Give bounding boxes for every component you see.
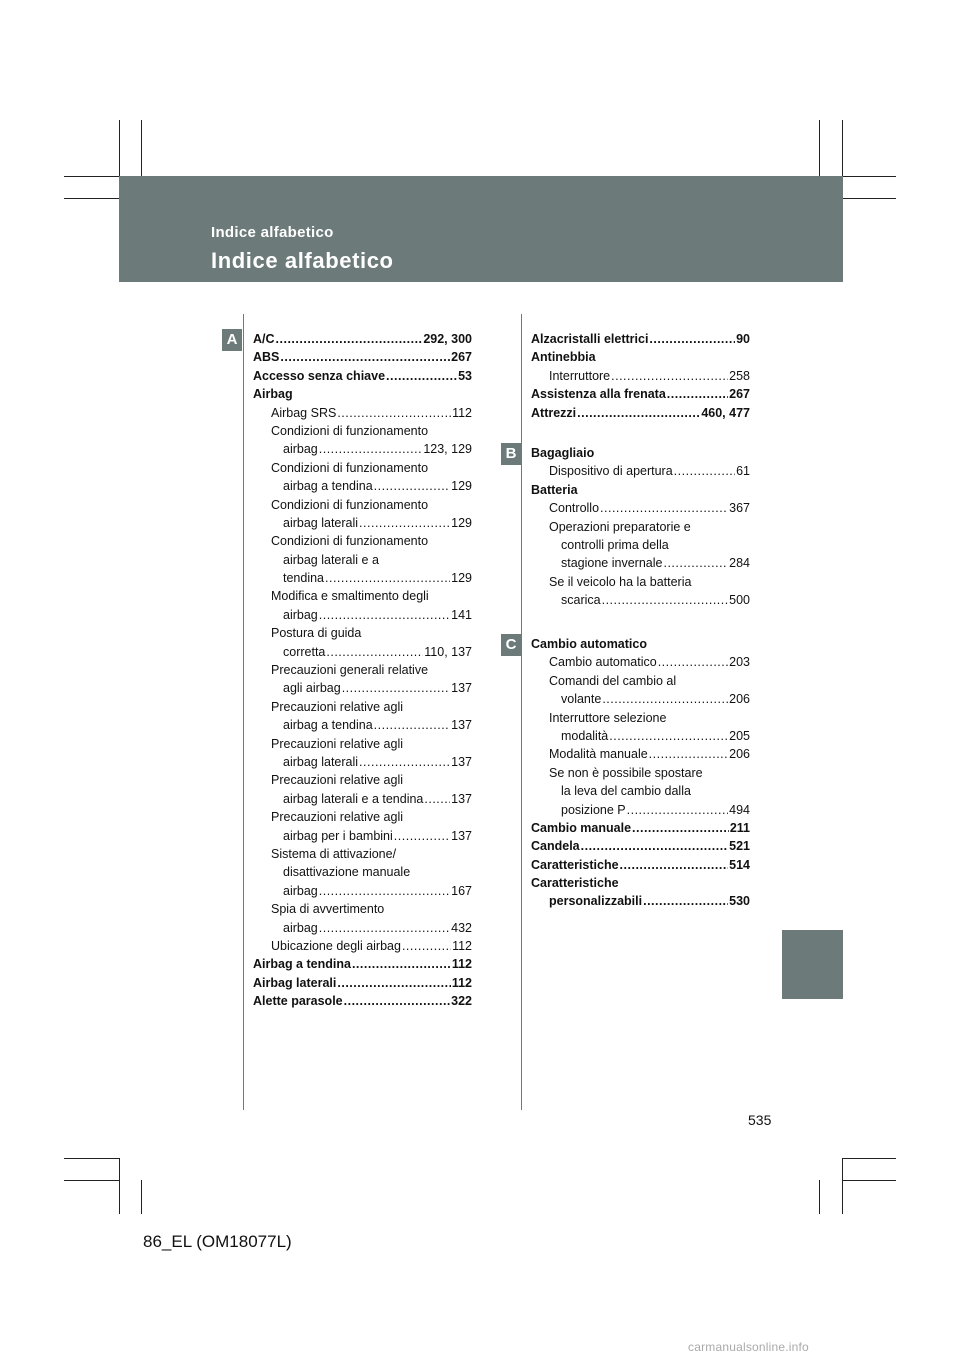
dot-leader xyxy=(337,976,450,990)
index-entry-term: agli airbag xyxy=(283,681,341,696)
crop-mark xyxy=(819,1180,820,1214)
index-entry-page: 112 xyxy=(452,405,472,420)
dot-leader xyxy=(663,556,728,570)
index-entry-page: 206 xyxy=(729,747,750,762)
section-letter-b: B xyxy=(501,443,521,465)
dot-leader xyxy=(602,692,728,706)
document-code: 86_EL (OM18077L) xyxy=(143,1232,292,1251)
index-entry-page: 112 xyxy=(451,957,472,972)
crop-mark xyxy=(843,1180,896,1181)
index-entry-term: disattivazione manuale xyxy=(283,865,411,880)
index-entry-term: airbag a tendina xyxy=(283,479,373,494)
index-entry-page: 137 xyxy=(451,681,472,696)
index-entry-term: Airbag laterali xyxy=(253,975,337,990)
index-entry xyxy=(253,589,472,607)
index-entry xyxy=(253,939,472,957)
index-entry-page: 267 xyxy=(729,387,750,402)
index-entry-term: Antinebbia xyxy=(531,350,596,365)
index-entry xyxy=(531,593,750,611)
index-entry-term: la leva del cambio dalla xyxy=(561,784,691,799)
crop-mark xyxy=(64,176,119,177)
index-entry xyxy=(253,681,472,699)
index-entry xyxy=(253,755,472,773)
index-entry-term: Ubicazione degli airbag xyxy=(271,938,401,953)
index-entry-term: airbag laterali xyxy=(283,515,359,530)
index-entry-term: Airbag SRS xyxy=(271,405,337,420)
index-entry-term: Comandi del cambio al xyxy=(549,673,677,688)
crop-mark xyxy=(843,1158,896,1159)
dot-leader xyxy=(280,350,450,364)
index-entry xyxy=(531,387,750,405)
index-entry xyxy=(253,534,472,552)
index-entry-term: airbag xyxy=(283,883,318,898)
index-entry xyxy=(531,520,750,538)
index-entry-term: Attrezzi xyxy=(531,405,577,420)
index-entry xyxy=(253,442,472,460)
index-entry-page: 205 xyxy=(729,728,750,743)
index-entry-term: controlli prima della xyxy=(561,537,669,552)
index-entry-term: Sistema di attivazione/ xyxy=(271,846,397,861)
dot-leader xyxy=(577,406,700,420)
crop-mark xyxy=(64,1158,119,1159)
column-divider xyxy=(521,314,522,1110)
index-entry-term: corretta xyxy=(283,644,326,659)
index-entry xyxy=(531,464,750,482)
index-entry xyxy=(253,700,472,718)
index-entry-page: 258 xyxy=(729,368,750,383)
index-column-left xyxy=(253,332,472,1012)
dot-leader xyxy=(325,571,450,585)
index-entry-term: Bagagliaio xyxy=(531,446,595,460)
index-entry-term: Cambio automatico xyxy=(549,655,657,670)
index-entry xyxy=(253,645,472,663)
crop-mark xyxy=(119,120,120,176)
index-entry xyxy=(531,483,750,501)
index-entry-page: 167 xyxy=(451,883,472,898)
index-entry-page: 530 xyxy=(729,894,750,909)
index-entry xyxy=(531,894,750,912)
index-entry xyxy=(253,608,472,626)
index-entry-page: 137 xyxy=(451,791,472,806)
dot-leader xyxy=(667,387,728,401)
index-entry xyxy=(531,876,750,894)
index-entry-page: 137 xyxy=(451,754,472,769)
index-entry xyxy=(253,571,472,589)
index-entry-term: Operazioni preparatorie e xyxy=(549,519,691,534)
index-entry-page: 460, 477 xyxy=(701,405,750,420)
index-entry-term: tendina xyxy=(283,571,325,586)
index-entry xyxy=(253,976,472,994)
index-entry xyxy=(531,821,750,839)
dot-leader xyxy=(352,957,451,971)
index-entry-page: 129 xyxy=(451,479,472,494)
index-entry-term: airbag xyxy=(283,920,318,935)
index-entry-page: 292, 300 xyxy=(423,332,472,346)
crop-mark xyxy=(843,198,896,199)
index-entry xyxy=(531,711,750,729)
dot-leader xyxy=(319,608,450,622)
page-header xyxy=(119,176,843,282)
index-entry-term: Dispositivo di apertura xyxy=(549,464,673,479)
index-entry-term: volante xyxy=(561,692,602,707)
dot-leader xyxy=(581,839,729,853)
index-entry xyxy=(531,729,750,747)
index-entry-page: 90 xyxy=(736,332,750,346)
dot-leader xyxy=(402,939,451,953)
index-entry xyxy=(531,446,750,464)
index-entry-term: Interruttore xyxy=(549,368,611,383)
index-entry-page: 137 xyxy=(451,718,472,733)
index-entry xyxy=(253,884,472,902)
dot-leader xyxy=(374,479,450,493)
index-entry-page: 141 xyxy=(451,607,472,622)
index-entry xyxy=(531,839,750,857)
dot-leader xyxy=(386,369,457,383)
dot-leader xyxy=(643,894,728,908)
index-entry xyxy=(253,350,472,368)
index-entry-page: 112 xyxy=(452,938,472,953)
index-entry-page: 137 xyxy=(451,828,472,843)
crop-mark xyxy=(842,1158,843,1214)
index-entry xyxy=(531,692,750,710)
index-entry xyxy=(531,350,750,368)
index-entry-term: Condizioni di funzionamento xyxy=(271,423,429,438)
index-entry-page: 500 xyxy=(729,593,750,608)
index-entry xyxy=(253,902,472,920)
index-entry xyxy=(531,803,750,821)
index-entry xyxy=(253,332,472,350)
index-entry-term: airbag a tendina xyxy=(283,718,373,733)
index-entry-term: Alette parasole xyxy=(253,994,343,1009)
index-entry xyxy=(253,829,472,847)
index-entry-page: 110, 137 xyxy=(424,644,472,659)
crop-mark xyxy=(64,1180,119,1181)
index-entry-page: 367 xyxy=(729,501,750,516)
index-column-right-c xyxy=(531,637,750,913)
index-entry xyxy=(253,737,472,755)
index-entry xyxy=(531,766,750,784)
index-entry xyxy=(253,406,472,424)
index-entry-term: Interruttore selezione xyxy=(549,710,667,725)
index-entry xyxy=(253,718,472,736)
index-entry xyxy=(531,655,750,673)
header-subtitle: Indice alfabetico xyxy=(211,224,334,241)
dot-leader xyxy=(602,593,729,607)
index-entry-term: posizione P xyxy=(561,802,626,817)
index-entry xyxy=(531,674,750,692)
dot-leader xyxy=(337,406,451,420)
dot-leader xyxy=(319,921,450,935)
index-entry-term: Condizioni di funzionamento xyxy=(271,497,429,512)
index-entry xyxy=(253,663,472,681)
dot-leader xyxy=(627,803,729,817)
crop-mark xyxy=(141,1180,142,1214)
page-number: 535 xyxy=(748,1112,772,1128)
index-entry-page: 61 xyxy=(736,464,750,479)
index-entry xyxy=(531,501,750,519)
dot-leader xyxy=(276,332,423,346)
dot-leader xyxy=(394,829,450,843)
index-entry xyxy=(253,847,472,865)
crop-mark xyxy=(842,120,843,176)
index-entry xyxy=(253,810,472,828)
dot-leader xyxy=(326,645,423,659)
dot-leader xyxy=(620,858,729,872)
index-entry-term: Modifica e smaltimento degli xyxy=(271,589,429,604)
index-entry-page: 211 xyxy=(729,820,750,835)
index-entry xyxy=(253,957,472,975)
index-entry-term: airbag laterali e a xyxy=(283,552,379,567)
crop-mark xyxy=(819,120,820,176)
index-entry xyxy=(253,516,472,534)
index-entry-term: airbag xyxy=(283,442,318,457)
index-entry-term: Precauzioni relative agli xyxy=(271,699,404,714)
column-divider xyxy=(243,314,244,1110)
index-entry xyxy=(531,575,750,593)
index-entry xyxy=(253,921,472,939)
index-entry-term: Precauzioni relative agli xyxy=(271,810,404,825)
index-entry-term: Candela xyxy=(531,839,580,854)
index-entry-term: ABS xyxy=(253,350,280,365)
dot-leader xyxy=(674,464,735,478)
index-entry-page: 53 xyxy=(458,368,472,383)
index-entry-term: Assistenza alla frenata xyxy=(531,387,666,402)
index-entry-term: Alzacristalli elettrici xyxy=(531,332,649,346)
index-entry xyxy=(253,498,472,516)
index-column-right-a xyxy=(531,332,750,424)
dot-leader xyxy=(632,821,729,835)
index-entry-page: 129 xyxy=(451,571,472,586)
index-entry-term: Postura di guida xyxy=(271,626,362,641)
crop-mark xyxy=(64,198,119,199)
index-entry-term: Cambio manuale xyxy=(531,820,632,835)
index-entry-term: Caratteristiche xyxy=(531,876,619,891)
dot-leader xyxy=(424,792,450,806)
index-entry xyxy=(253,387,472,405)
index-entry xyxy=(253,479,472,497)
index-entry xyxy=(531,406,750,424)
dot-leader xyxy=(609,729,728,743)
header-title: Indice alfabetico xyxy=(211,248,394,273)
index-entry-page: 123, 129 xyxy=(423,442,472,457)
index-entry xyxy=(531,556,750,574)
dot-leader xyxy=(658,655,728,669)
index-entry-term: Controllo xyxy=(549,501,600,516)
index-entry xyxy=(531,538,750,556)
index-entry-term: Se non è possibile spostare xyxy=(549,765,703,780)
index-entry-page: 206 xyxy=(729,692,750,707)
index-entry-term: Caratteristiche xyxy=(531,857,619,872)
index-entry-term: scarica xyxy=(561,593,601,608)
index-entry-term: personalizzabili xyxy=(549,894,643,909)
index-entry xyxy=(531,332,750,350)
index-entry xyxy=(253,994,472,1012)
dot-leader xyxy=(319,884,450,898)
crop-mark xyxy=(141,120,142,176)
index-entry-term: stagione invernale xyxy=(561,556,663,571)
index-entry xyxy=(531,747,750,765)
index-entry xyxy=(253,369,472,387)
side-thumb-tab xyxy=(782,930,843,999)
dot-leader xyxy=(611,369,728,383)
dot-leader xyxy=(319,442,423,456)
index-entry-term: A/C xyxy=(253,332,275,346)
index-entry xyxy=(531,637,750,655)
dot-leader xyxy=(342,681,450,695)
dot-leader xyxy=(600,501,728,515)
index-entry xyxy=(531,784,750,802)
index-entry-term: Precauzioni relative agli xyxy=(271,736,404,751)
index-entry-page: 284 xyxy=(729,556,750,571)
index-entry-term: Accesso senza chiave xyxy=(253,368,386,383)
index-entry-term: Precauzioni relative agli xyxy=(271,773,404,788)
index-entry-term: Batteria xyxy=(531,482,578,497)
index-entry-term: Spia di avvertimento xyxy=(271,902,385,917)
index-entry xyxy=(253,792,472,810)
index-entry-page: 322 xyxy=(451,994,472,1009)
index-entry-term: Se il veicolo ha la batteria xyxy=(549,574,692,589)
dot-leader xyxy=(374,718,450,732)
dot-leader xyxy=(649,747,728,761)
index-entry-term: airbag per i bambini xyxy=(283,828,393,843)
index-entry-term: airbag laterali xyxy=(283,754,359,769)
index-entry-term: Cambio automatico xyxy=(531,637,647,651)
index-entry xyxy=(253,553,472,571)
dot-leader xyxy=(359,755,450,769)
index-column-right-b xyxy=(531,446,750,612)
index-entry-term: Airbag xyxy=(253,387,293,402)
index-entry xyxy=(531,369,750,387)
index-entry-page: 521 xyxy=(729,839,750,854)
index-entry-page: 432 xyxy=(451,920,472,935)
dot-leader xyxy=(649,332,735,346)
index-entry-term: airbag laterali e a tendina xyxy=(283,791,424,806)
index-entry-term: Modalità manuale xyxy=(549,747,648,762)
watermark: carmanualsonline.info xyxy=(688,1340,809,1354)
index-entry-term: Condizioni di funzionamento xyxy=(271,460,429,475)
index-entry-term: modalità xyxy=(561,728,609,743)
index-entry xyxy=(253,773,472,791)
index-entry xyxy=(253,424,472,442)
index-entry-page: 267 xyxy=(451,350,472,365)
index-entry-term: Condizioni di funzionamento xyxy=(271,534,429,549)
index-entry xyxy=(253,865,472,883)
index-entry xyxy=(253,626,472,644)
index-entry-term: Airbag a tendina xyxy=(253,957,351,972)
index-entry xyxy=(253,461,472,479)
index-entry-page: 129 xyxy=(451,515,472,530)
crop-mark xyxy=(119,1158,120,1214)
section-letter-a: A xyxy=(222,329,242,351)
crop-mark xyxy=(843,176,896,177)
index-entry-term: Precauzioni generali relative xyxy=(271,663,429,678)
dot-leader xyxy=(344,994,451,1008)
index-entry-page: 514 xyxy=(729,857,750,872)
index-entry-term: airbag xyxy=(283,607,318,622)
index-entry-page: 203 xyxy=(729,655,750,670)
index-entry-page: 112 xyxy=(451,975,472,990)
dot-leader xyxy=(359,516,450,530)
section-letter-c: C xyxy=(501,634,521,656)
index-entry-page: 494 xyxy=(729,802,750,817)
index-entry xyxy=(531,858,750,876)
